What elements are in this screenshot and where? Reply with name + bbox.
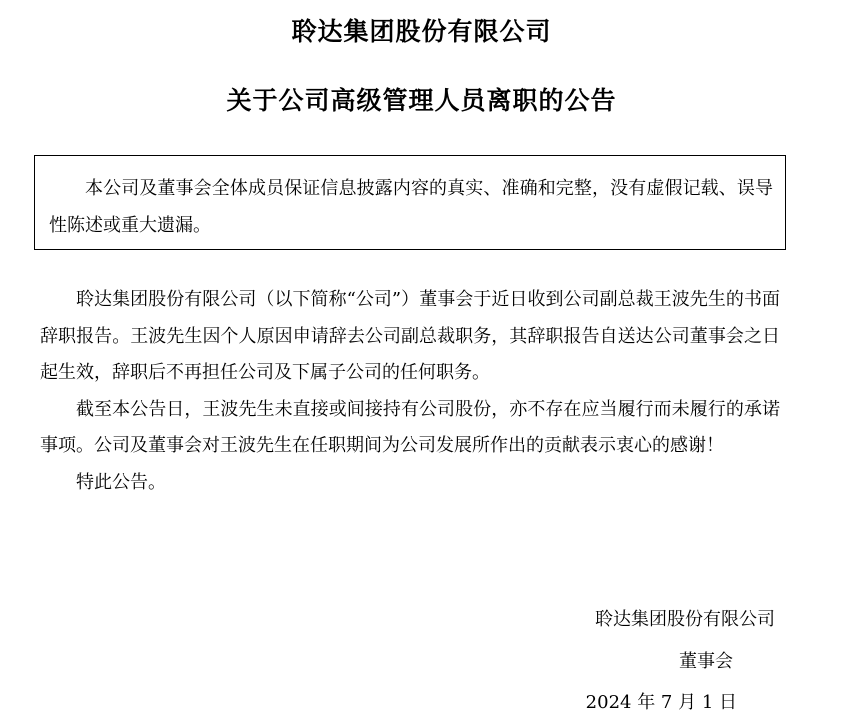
disclaimer-box: [34, 155, 786, 250]
company-title: 聆达集团股份有限公司: [291, 17, 552, 46]
body-paragraph-resignation: 聆达集团股份有限公司（以下简称“公司”）董事会于近日收到公司副总裁王波先生的书面辞职报告。王波先生因个人原因申请辞去公司副总裁职务，其辞职报告自送达公司董事会之日起生效，辞职后不再担任公司及下属子公司的任何职务。: [40, 289, 780, 383]
body-paragraph-closing: 特此公告。: [76, 471, 166, 493]
signature-board: 董事会: [679, 651, 733, 672]
signature-company: 聆达集团股份有限公司: [595, 609, 775, 630]
disclaimer-text: 本公司及董事会全体成员保证信息披露内容的真实、准确和完整，没有虚假记载、误导性陈述或重大遗漏。: [49, 178, 773, 236]
announcement-title: 关于公司高级管理人员离职的公告: [226, 86, 617, 115]
body-paragraph-shares: 截至本公告日，王波先生未直接或间接持有公司股份，亦不存在应当履行而未履行的承诺事项。公司及董事会对王波先生在任职期间为公司发展所作出的贡献表示衷心的感谢！: [40, 398, 780, 456]
signature-date: 2024 年 7 月 1 日: [585, 692, 737, 713]
announcement-body: [40, 282, 780, 501]
